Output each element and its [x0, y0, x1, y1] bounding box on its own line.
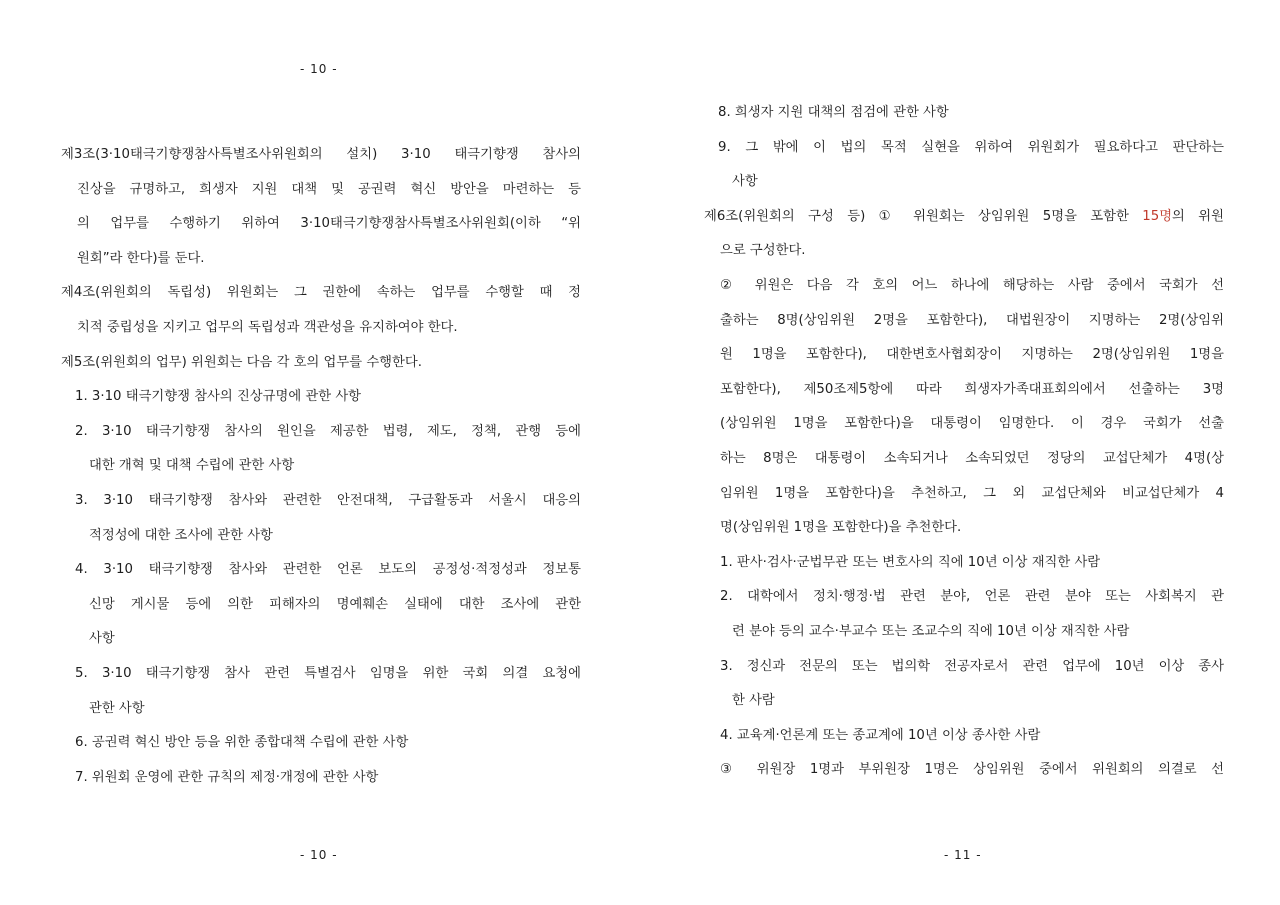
article-6-item: 4. 교육계·언론계 또는 종교계에 10년 이상 종사한 사람: [720, 727, 1041, 743]
article-5-item: 1. 3·10 태극기향쟁 참사의 진상규명에 관한 사항: [75, 389, 362, 405]
article-5-item: 2. 3·10 태극기향쟁 참사의 원인을 제공한 법령, 제도, 정책, 관행 등에: [75, 423, 581, 439]
member-count-highlight: 15명: [1142, 208, 1173, 224]
article-6-para-2: (상임위원 1명을 포함한다)을 대통령이 임명한다. 이 경우 국회가 선출: [720, 416, 1224, 432]
article-6-item: 2. 대학에서 정치·행정·법 관련 분야, 언론 관련 분야 또는 사회복지 관: [720, 589, 1224, 605]
article-3-line: 의 업무를 수행하기 위하여 3·10태극기향쟁참사특별조사위원회(이하 “위: [77, 216, 581, 232]
article-5-item: 8. 희생자 지원 대책의 점검에 관한 사항: [718, 105, 949, 120]
article-4-line: 치적 중립성을 지키고 업무의 독립성과 객관성을 유지하여야 한다.: [77, 319, 458, 335]
article-6-para-3: ③ 위원장 1명과 부위원장 1명은 상임위원 중에서 위원회의 의결로 선: [720, 762, 1224, 778]
article-6-para-2: 임위원 1명을 포함한다)을 추천하고, 그 외 교섭단체와 비교섭단체가 4: [720, 485, 1224, 501]
article-5-item-cont: 사항: [732, 174, 758, 190]
article-6-para-2: 출하는 8명(상임위원 2명을 포함한다), 대법원장이 지명하는 2명(상임위: [720, 312, 1224, 328]
article-5-item: 5. 3·10 태극기향쟁 참사 관련 특별검사 임명을 위한 국회 의결 요청에: [75, 665, 581, 681]
article-6-item: 3. 정신과 전문의 또는 법의학 전공자로서 관련 업무에 10년 이상 종사: [720, 658, 1224, 674]
left-page-body: [61, 138, 581, 795]
article-5-item-cont: 대한 개혁 및 대책 수립에 관한 사항: [89, 458, 295, 474]
article-5-item-cont: 적정성에 대한 조사에 관한 사항: [89, 527, 273, 543]
article-6-para-2: 원 1명을 포함한다), 대한변호사협회장이 지명하는 2명(상임위원 1명을: [720, 347, 1224, 363]
article-5-item-cont: 신망 게시물 등에 의한 피해자의 명예훼손 실태에 대한 조사에 관한: [89, 596, 581, 612]
article-6-item-cont: 한 사람: [732, 693, 775, 709]
article-5-item-cont: 관한 사항: [89, 700, 145, 716]
article-6-para-2: ② 위원은 다음 각 호의 어느 하나에 해당하는 사람 중에서 국회가 선: [720, 277, 1224, 293]
article-6-line: [704, 200, 1224, 235]
article-5-item: 4. 3·10 태극기향쟁 참사와 관련한 언론 보도의 공정성·적정성과 정보통: [75, 562, 581, 578]
article-3-line: 원회”라 한다)를 둔다.: [77, 250, 205, 266]
article-6-item-cont: 련 분야 등의 교수·부교수 또는 조교수의 직에 10년 이상 재직한 사람: [732, 623, 1130, 639]
left-page-footer-number: - 10 -: [300, 848, 338, 862]
article-6-text: 제6조(위원회의 구성 등) ① 위원회는 상임위원 5명을 포함한: [704, 208, 1143, 224]
right-page-body: [704, 96, 1224, 788]
article-6-para-2: 하는 8명은 대통령이 소속되거나 소속되었던 정당의 교섭단체가 4명(상: [720, 450, 1224, 466]
article-5-item: 6. 공권력 혁신 방안 등을 위한 종합대책 수립에 관한 사항: [75, 735, 409, 751]
article-6-para-2: 명(상임위원 1명을 포함한다)을 추천한다.: [720, 520, 962, 536]
article-6-para-2: 포함한다), 제50조제5항에 따라 희생자가족대표회의에서 선출하는 3명: [720, 381, 1224, 397]
article-6-item: 1. 판사·검사·군법무관 또는 변호사의 직에 10년 이상 재직한 사람: [720, 554, 1101, 570]
article-5-item: 9. 그 밖에 이 법의 목적 실현을 위하여 위원회가 필요하다고 판단하는: [718, 139, 1224, 155]
article-3-line: 제3조(3·10태극기향쟁참사특별조사위원회의 설치) 3·10 태극기향쟁 참사의: [61, 147, 581, 162]
article-6-text: 의 위원: [1172, 208, 1224, 224]
article-5-item: 7. 위원회 운영에 관한 규칙의 제정·개정에 관한 사항: [75, 769, 379, 785]
article-5-line: 제5조(위원회의 업무) 위원회는 다음 각 호의 업무를 수행한다.: [61, 354, 422, 370]
article-3-line: 진상을 규명하고, 희생자 지원 대책 및 공권력 혁신 방안을 마련하는 등: [77, 181, 581, 197]
article-5-item: 3. 3·10 태극기향쟁 참사와 관련한 안전대책, 구급활동과 서울시 대응의: [75, 492, 581, 508]
article-4-line: 제4조(위원회의 독립성) 위원회는 그 권한에 속하는 업무를 수행할 때 정: [61, 285, 581, 301]
left-page-header-number: - 10 -: [300, 62, 338, 76]
right-page-footer-number: - 11 -: [944, 848, 982, 862]
article-6-line: 으로 구성한다.: [720, 243, 806, 259]
article-5-item-cont: 사항: [89, 631, 115, 647]
